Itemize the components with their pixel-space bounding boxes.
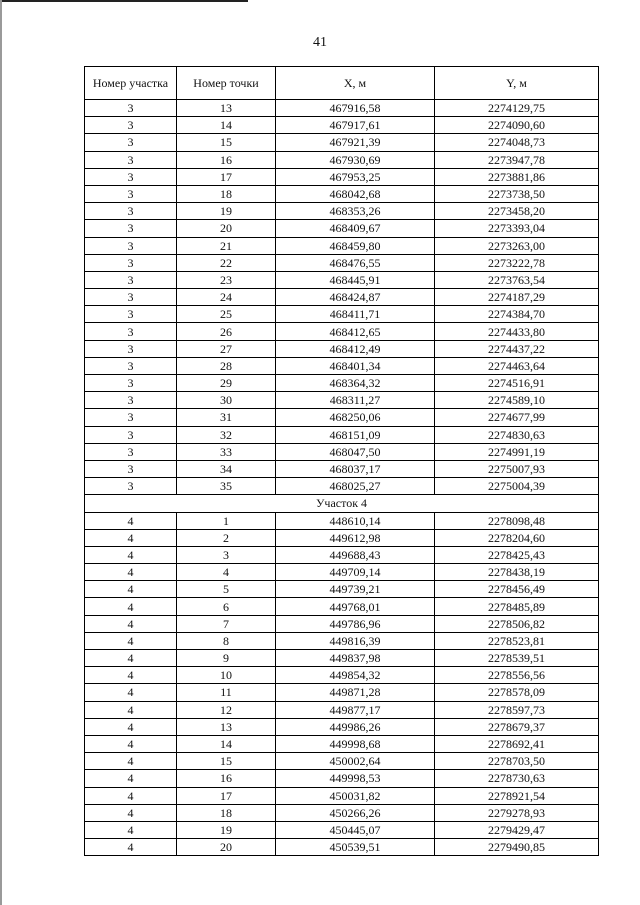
x-coordinate-cell: 468037,17 (276, 460, 435, 477)
point-number-cell: 16 (177, 151, 276, 168)
y-coordinate-cell: 2279490,85 (435, 839, 599, 856)
x-coordinate-cell: 450539,51 (276, 839, 435, 856)
point-number-cell: 13 (177, 100, 276, 117)
point-number-cell: 17 (177, 787, 276, 804)
plot-number-cell: 3 (85, 426, 177, 443)
y-coordinate-cell: 2274129,75 (435, 100, 599, 117)
table-row (85, 289, 599, 306)
table-row (85, 409, 599, 426)
point-number-cell: 16 (177, 770, 276, 787)
x-coordinate-cell: 468409,67 (276, 220, 435, 237)
table-row (85, 770, 599, 787)
header-plot-number: Номер участка (85, 67, 177, 100)
y-coordinate-cell: 2278730,63 (435, 770, 599, 787)
table-row (85, 546, 599, 563)
plot-number-cell: 3 (85, 375, 177, 392)
table-row (85, 460, 599, 477)
y-coordinate-cell: 2274187,29 (435, 289, 599, 306)
table-row (85, 237, 599, 254)
point-number-cell: 31 (177, 409, 276, 426)
point-number-cell: 22 (177, 254, 276, 271)
table-row (85, 203, 599, 220)
x-coordinate-cell: 468042,68 (276, 185, 435, 202)
point-number-cell: 35 (177, 478, 276, 495)
x-coordinate-cell: 449709,14 (276, 564, 435, 581)
point-number-cell: 32 (177, 426, 276, 443)
table-row (85, 117, 599, 134)
point-number-cell: 9 (177, 650, 276, 667)
table-row (85, 598, 599, 615)
plot-number-cell: 4 (85, 564, 177, 581)
y-coordinate-cell: 2278204,60 (435, 529, 599, 546)
plot-number-cell: 4 (85, 546, 177, 563)
y-coordinate-cell: 2278425,43 (435, 546, 599, 563)
plot-number-cell: 4 (85, 529, 177, 546)
y-coordinate-cell: 2278556,56 (435, 667, 599, 684)
point-number-cell: 18 (177, 804, 276, 821)
y-coordinate-cell: 2278692,41 (435, 735, 599, 752)
y-coordinate-cell: 2273263,00 (435, 237, 599, 254)
plot-number-cell: 3 (85, 203, 177, 220)
point-number-cell: 12 (177, 701, 276, 718)
x-coordinate-cell: 449986,26 (276, 718, 435, 735)
x-coordinate-cell: 449877,17 (276, 701, 435, 718)
page-number: 41 (313, 35, 327, 50)
y-coordinate-cell: 2275007,93 (435, 460, 599, 477)
table-row (85, 632, 599, 649)
x-coordinate-cell: 468401,34 (276, 357, 435, 374)
point-number-cell: 25 (177, 306, 276, 323)
y-coordinate-cell: 2273393,04 (435, 220, 599, 237)
plot-number-cell: 4 (85, 684, 177, 701)
point-number-cell: 30 (177, 392, 276, 409)
plot-number-cell: 3 (85, 168, 177, 185)
x-coordinate-cell: 467917,61 (276, 117, 435, 134)
y-coordinate-cell: 2274516,91 (435, 375, 599, 392)
y-coordinate-cell: 2274677,99 (435, 409, 599, 426)
x-coordinate-cell: 468445,91 (276, 271, 435, 288)
plot-number-cell: 4 (85, 615, 177, 632)
coordinates-table (84, 66, 599, 856)
point-number-cell: 19 (177, 821, 276, 838)
table-row (85, 134, 599, 151)
point-number-cell: 27 (177, 340, 276, 357)
plot-number-cell: 4 (85, 821, 177, 838)
plot-number-cell: 3 (85, 185, 177, 202)
y-coordinate-cell: 2274433,80 (435, 323, 599, 340)
x-coordinate-cell: 468424,87 (276, 289, 435, 306)
point-number-cell: 14 (177, 735, 276, 752)
plot-number-cell: 4 (85, 787, 177, 804)
plot-number-cell: 4 (85, 770, 177, 787)
table-row (85, 735, 599, 752)
y-coordinate-cell: 2273881,86 (435, 168, 599, 185)
x-coordinate-cell: 467921,39 (276, 134, 435, 151)
point-number-cell: 33 (177, 443, 276, 460)
table-row (85, 306, 599, 323)
y-coordinate-cell: 2278597,73 (435, 701, 599, 718)
point-number-cell: 6 (177, 598, 276, 615)
x-coordinate-cell: 468476,55 (276, 254, 435, 271)
plot-number-cell: 4 (85, 735, 177, 752)
x-coordinate-cell: 468250,06 (276, 409, 435, 426)
table-row (85, 821, 599, 838)
plot-number-cell: 4 (85, 632, 177, 649)
table-row (85, 375, 599, 392)
plot-number-cell: 4 (85, 701, 177, 718)
header-x-coordinate: X, м (276, 67, 435, 100)
point-number-cell: 14 (177, 117, 276, 134)
point-number-cell: 17 (177, 168, 276, 185)
top-edge-rule (0, 0, 248, 2)
x-coordinate-cell: 468412,65 (276, 323, 435, 340)
y-coordinate-cell: 2273763,54 (435, 271, 599, 288)
x-coordinate-cell: 450002,64 (276, 753, 435, 770)
table-header-row (85, 67, 599, 100)
x-coordinate-cell: 449786,96 (276, 615, 435, 632)
point-number-cell: 2 (177, 529, 276, 546)
y-coordinate-cell: 2278456,49 (435, 581, 599, 598)
table-row (85, 357, 599, 374)
y-coordinate-cell: 2278523,81 (435, 632, 599, 649)
table-row (85, 839, 599, 856)
x-coordinate-cell: 450031,82 (276, 787, 435, 804)
table-row (85, 581, 599, 598)
x-coordinate-cell: 468025,27 (276, 478, 435, 495)
x-coordinate-cell: 449768,01 (276, 598, 435, 615)
table-row (85, 271, 599, 288)
y-coordinate-cell: 2279278,93 (435, 804, 599, 821)
point-number-cell: 34 (177, 460, 276, 477)
y-coordinate-cell: 2278438,19 (435, 564, 599, 581)
plot-number-cell: 4 (85, 512, 177, 529)
plot-number-cell: 3 (85, 100, 177, 117)
table-row (85, 667, 599, 684)
x-coordinate-cell: 450445,07 (276, 821, 435, 838)
point-number-cell: 24 (177, 289, 276, 306)
y-coordinate-cell: 2274384,70 (435, 306, 599, 323)
y-coordinate-cell: 2278485,89 (435, 598, 599, 615)
plot-number-cell: 4 (85, 581, 177, 598)
section-4-body (85, 512, 599, 856)
x-coordinate-cell: 468047,50 (276, 443, 435, 460)
x-coordinate-cell: 468412,49 (276, 340, 435, 357)
table-row (85, 718, 599, 735)
y-coordinate-cell: 2274991,19 (435, 443, 599, 460)
y-coordinate-cell: 2274463,64 (435, 357, 599, 374)
y-coordinate-cell: 2273947,78 (435, 151, 599, 168)
x-coordinate-cell: 468353,26 (276, 203, 435, 220)
point-number-cell: 4 (177, 564, 276, 581)
plot-number-cell: 4 (85, 650, 177, 667)
section-4-heading-body (85, 495, 599, 512)
y-coordinate-cell: 2278506,82 (435, 615, 599, 632)
section-4-title: Участок 4 (85, 495, 599, 512)
point-number-cell: 8 (177, 632, 276, 649)
point-number-cell: 5 (177, 581, 276, 598)
plot-number-cell: 3 (85, 254, 177, 271)
y-coordinate-cell: 2273738,50 (435, 185, 599, 202)
table-row (85, 340, 599, 357)
y-coordinate-cell: 2278578,09 (435, 684, 599, 701)
y-coordinate-cell: 2274589,10 (435, 392, 599, 409)
plot-number-cell: 3 (85, 306, 177, 323)
table-row (85, 804, 599, 821)
table-row (85, 787, 599, 804)
plot-number-cell: 3 (85, 151, 177, 168)
point-number-cell: 1 (177, 512, 276, 529)
y-coordinate-cell: 2278921,54 (435, 787, 599, 804)
plot-number-cell: 4 (85, 718, 177, 735)
point-number-cell: 11 (177, 684, 276, 701)
table-row (85, 684, 599, 701)
y-coordinate-cell: 2279429,47 (435, 821, 599, 838)
plot-number-cell: 3 (85, 289, 177, 306)
x-coordinate-cell: 468364,32 (276, 375, 435, 392)
plot-number-cell: 3 (85, 340, 177, 357)
table-row (85, 564, 599, 581)
x-coordinate-cell: 449739,21 (276, 581, 435, 598)
y-coordinate-cell: 2278703,50 (435, 753, 599, 770)
x-coordinate-cell: 449612,98 (276, 529, 435, 546)
header-point-number: Номер точки (177, 67, 276, 100)
x-coordinate-cell: 468459,80 (276, 237, 435, 254)
point-number-cell: 20 (177, 839, 276, 856)
table-row (85, 168, 599, 185)
x-coordinate-cell: 449998,68 (276, 735, 435, 752)
point-number-cell: 13 (177, 718, 276, 735)
table-row (85, 478, 599, 495)
point-number-cell: 28 (177, 357, 276, 374)
plot-number-cell: 3 (85, 460, 177, 477)
x-coordinate-cell: 468151,09 (276, 426, 435, 443)
table-row (85, 512, 599, 529)
table-row (85, 254, 599, 271)
y-coordinate-cell: 2275004,39 (435, 478, 599, 495)
point-number-cell: 26 (177, 323, 276, 340)
left-edge-rule (0, 0, 2, 905)
x-coordinate-cell: 467930,69 (276, 151, 435, 168)
point-number-cell: 29 (177, 375, 276, 392)
x-coordinate-cell: 450266,26 (276, 804, 435, 821)
table-row (85, 753, 599, 770)
x-coordinate-cell: 449688,43 (276, 546, 435, 563)
section-3-body (85, 100, 599, 495)
plot-number-cell: 4 (85, 753, 177, 770)
y-coordinate-cell: 2278539,51 (435, 650, 599, 667)
table-row (85, 701, 599, 718)
plot-number-cell: 3 (85, 220, 177, 237)
point-number-cell: 21 (177, 237, 276, 254)
point-number-cell: 15 (177, 753, 276, 770)
table-row (85, 323, 599, 340)
plot-number-cell: 3 (85, 443, 177, 460)
y-coordinate-cell: 2278098,48 (435, 512, 599, 529)
table-row (85, 151, 599, 168)
plot-number-cell: 3 (85, 237, 177, 254)
point-number-cell: 18 (177, 185, 276, 202)
x-coordinate-cell: 467916,58 (276, 100, 435, 117)
plot-number-cell: 3 (85, 323, 177, 340)
plot-number-cell: 3 (85, 134, 177, 151)
header-y-coordinate: Y, м (435, 67, 599, 100)
y-coordinate-cell: 2274090,60 (435, 117, 599, 134)
table-row (85, 443, 599, 460)
table-row (85, 650, 599, 667)
table-row (85, 185, 599, 202)
point-number-cell: 20 (177, 220, 276, 237)
point-number-cell: 23 (177, 271, 276, 288)
table-row (85, 615, 599, 632)
table-row (85, 220, 599, 237)
point-number-cell: 15 (177, 134, 276, 151)
x-coordinate-cell: 449998,53 (276, 770, 435, 787)
table-row (85, 529, 599, 546)
table-row (85, 426, 599, 443)
y-coordinate-cell: 2273458,20 (435, 203, 599, 220)
x-coordinate-cell: 449871,28 (276, 684, 435, 701)
plot-number-cell: 3 (85, 392, 177, 409)
point-number-cell: 7 (177, 615, 276, 632)
plot-number-cell: 3 (85, 271, 177, 288)
plot-number-cell: 3 (85, 409, 177, 426)
point-number-cell: 3 (177, 546, 276, 563)
x-coordinate-cell: 449816,39 (276, 632, 435, 649)
x-coordinate-cell: 468411,71 (276, 306, 435, 323)
section-heading-row (85, 495, 599, 512)
y-coordinate-cell: 2273222,78 (435, 254, 599, 271)
plot-number-cell: 4 (85, 598, 177, 615)
point-number-cell: 10 (177, 667, 276, 684)
table-row (85, 100, 599, 117)
plot-number-cell: 3 (85, 478, 177, 495)
plot-number-cell: 4 (85, 839, 177, 856)
table-row (85, 392, 599, 409)
point-number-cell: 19 (177, 203, 276, 220)
x-coordinate-cell: 467953,25 (276, 168, 435, 185)
plot-number-cell: 3 (85, 357, 177, 374)
x-coordinate-cell: 468311,27 (276, 392, 435, 409)
x-coordinate-cell: 448610,14 (276, 512, 435, 529)
y-coordinate-cell: 2274048,73 (435, 134, 599, 151)
plot-number-cell: 4 (85, 667, 177, 684)
y-coordinate-cell: 2274437,22 (435, 340, 599, 357)
y-coordinate-cell: 2274830,63 (435, 426, 599, 443)
plot-number-cell: 4 (85, 804, 177, 821)
x-coordinate-cell: 449837,98 (276, 650, 435, 667)
plot-number-cell: 3 (85, 117, 177, 134)
y-coordinate-cell: 2278679,37 (435, 718, 599, 735)
x-coordinate-cell: 449854,32 (276, 667, 435, 684)
